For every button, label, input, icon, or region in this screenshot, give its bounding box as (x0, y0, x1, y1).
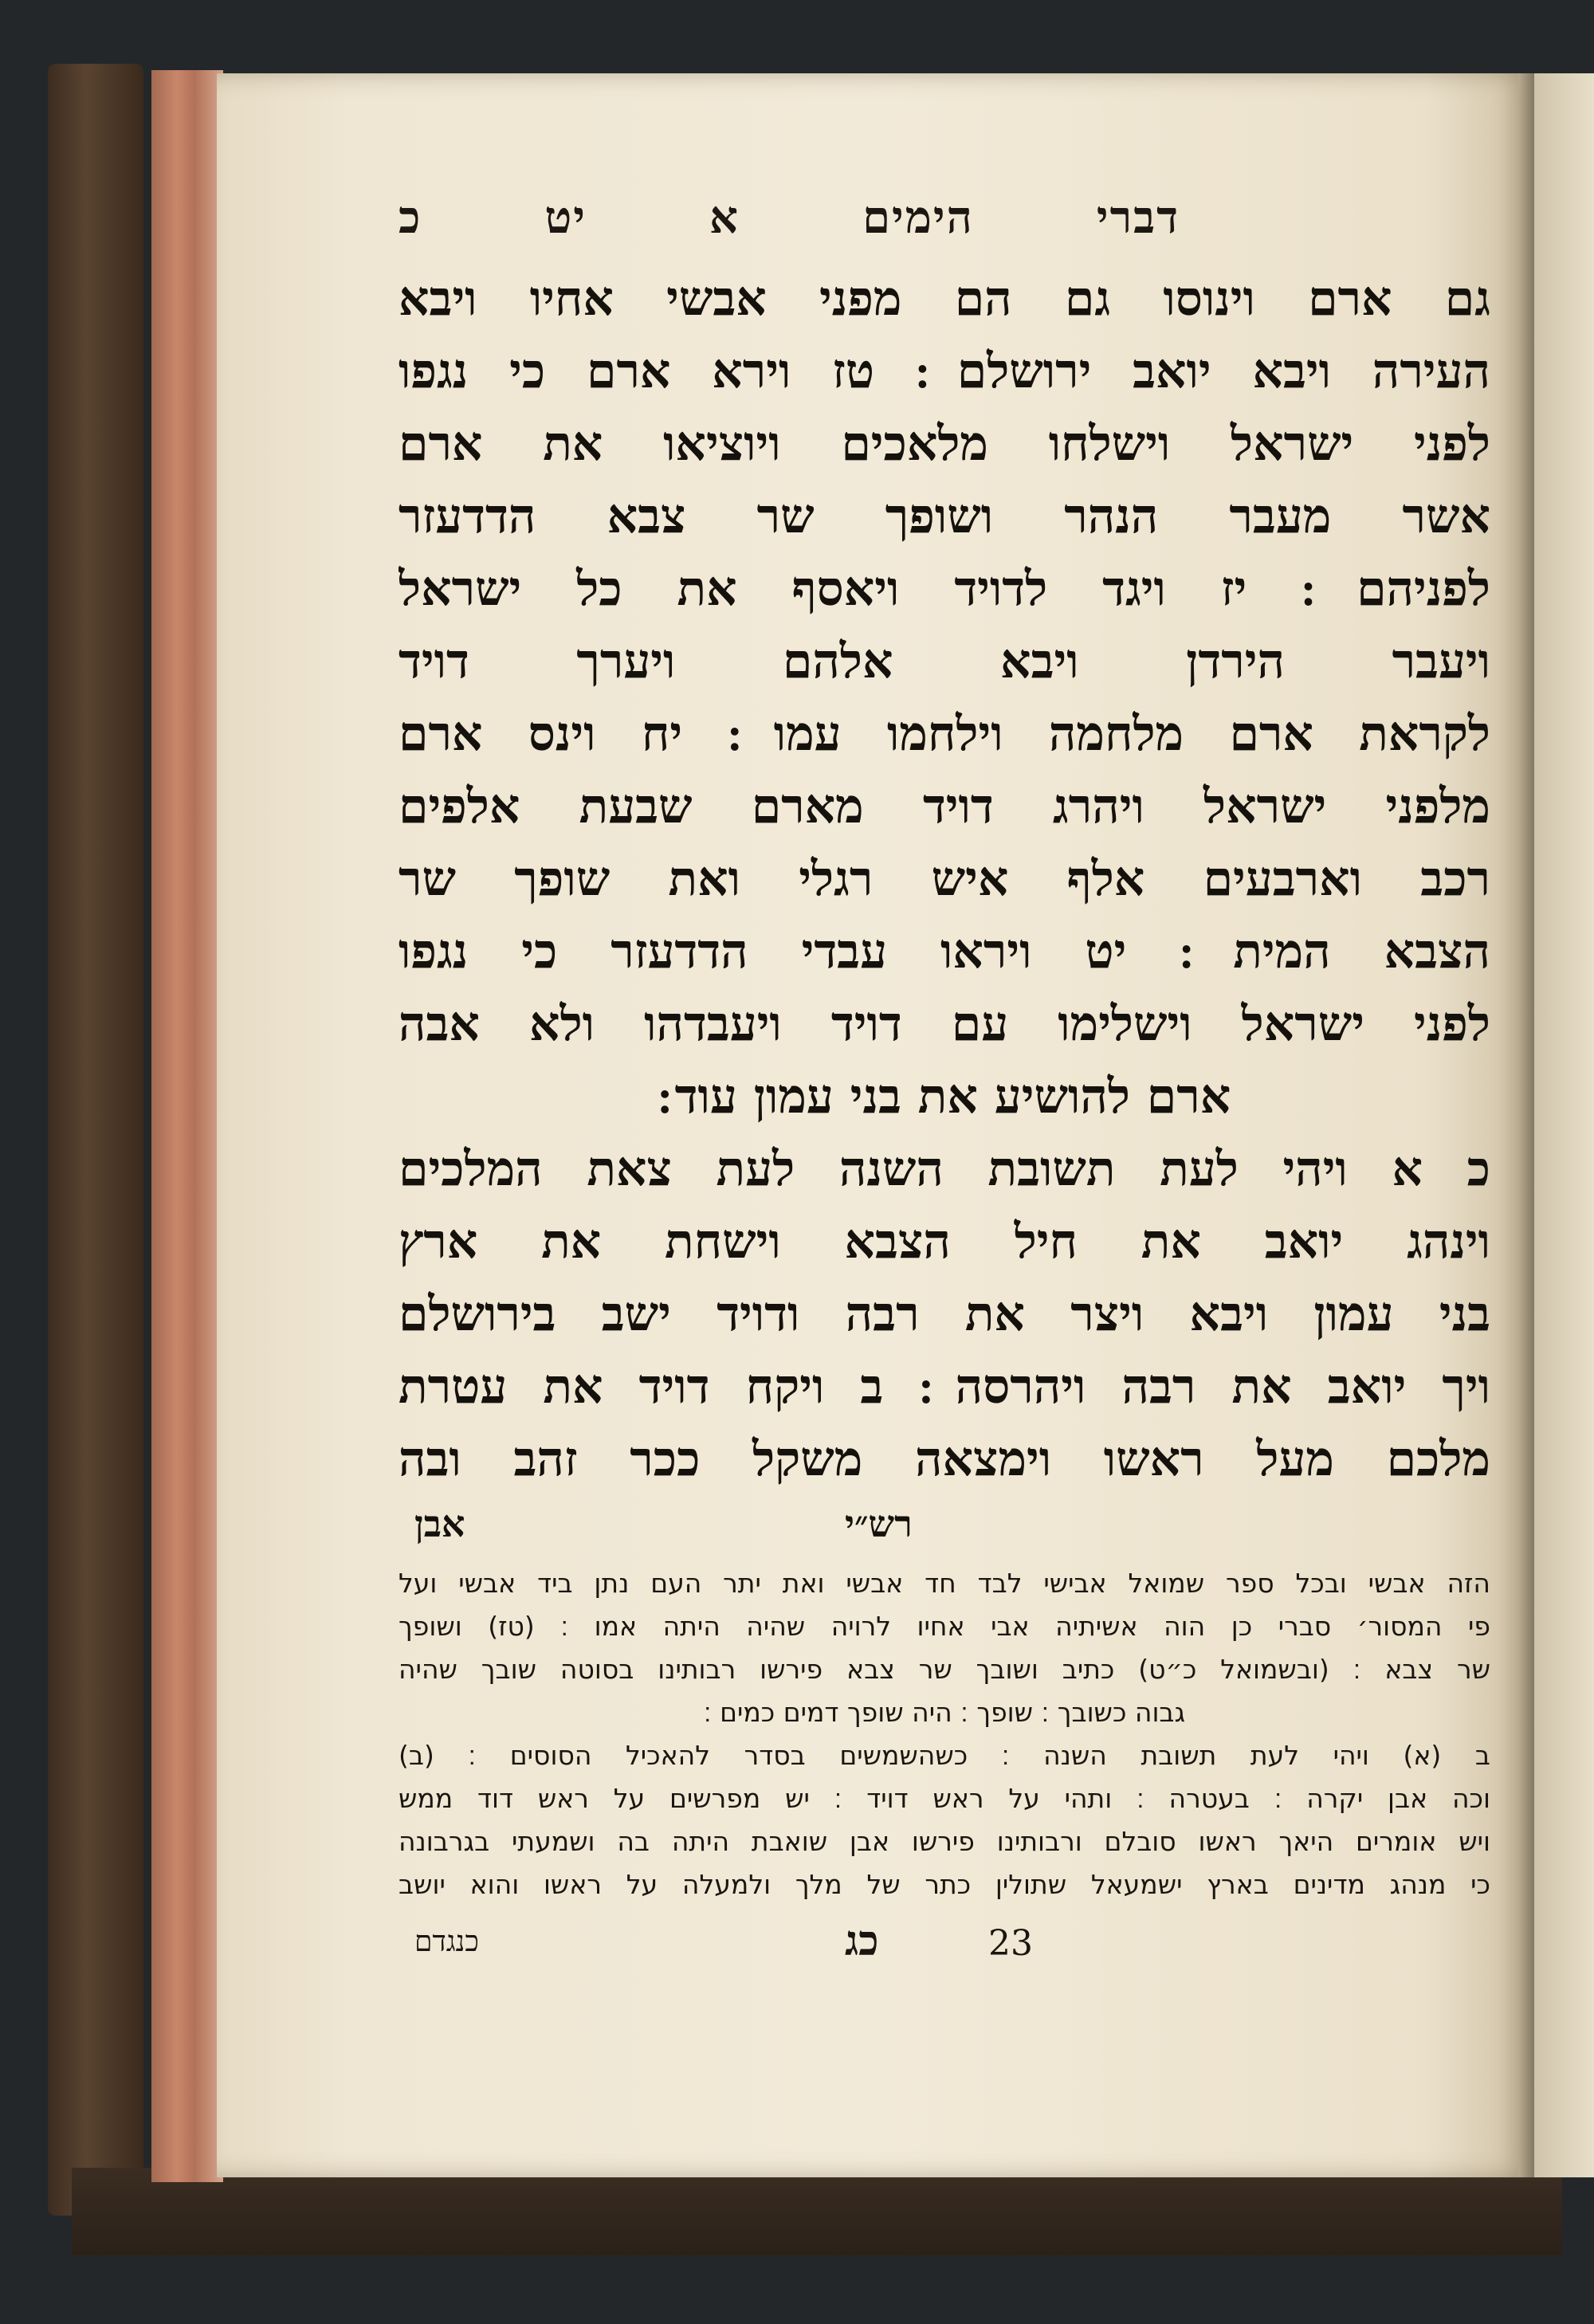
page-edges (151, 70, 223, 2182)
text-line: אשר מעבר הנהר ושופך שר צבא הדדעזר (398, 489, 1490, 544)
page-number: 23 (988, 1923, 1033, 1964)
commentary-line: שר צבא ׃ (ובשמואל כ״ט) כתיב ושובך שר צבא פירשו רבותינו בסוטה שובך שהיה (398, 1654, 1490, 1685)
text-line: גם ארם וינוסו גם הם מפני אבשי אחיו ויבא (398, 271, 1490, 327)
text-line: הצבא המית ׃ יט ויראו עבדי הדדעזר כי נגפו (398, 924, 1490, 979)
text-line: לפני ישראל וישלחו מלאכים ויוציאו את ארם (398, 416, 1490, 472)
main-text (398, 263, 1490, 1496)
commentary (398, 1562, 1490, 1906)
text-line: ויך יואב את רבה ויהרסה ׃ ב ויקח דויד את עטרת (398, 1359, 1490, 1415)
text-line: מלפני ישראל ויהרג דויד מארם שבעת אלפים (398, 779, 1490, 834)
text-line: מלכם מעל ראשו וימצאה משקל ככר זהב ובה (398, 1431, 1490, 1487)
catchword-left: אבן (414, 1502, 465, 1545)
text-line: העירה ויבא יואב ירושלם ׃ טז וירא ארם כי נגפו (398, 343, 1490, 399)
rashi-label: רש״י (845, 1502, 913, 1545)
text-line: כ א ויהי לעת תשובת השנה לעת צאת המלכים (398, 1141, 1490, 1197)
footer-catchword: כנגדם (414, 1926, 479, 1958)
book-cover-spine (48, 64, 143, 2216)
gutter (1518, 73, 1536, 2177)
commentary-line: כי מנהג מדינים בארץ ישמעאל שתולין כתר של מלך ולמעלה על ראשו והוא יושב (398, 1869, 1490, 1900)
commentary-line: הזה אבשי ובכל ספר שמואל אבישי לבד חד אבשי ואת יתר העם נתן ביד אבשי ועל (398, 1568, 1490, 1599)
commentary-line: גבוה כשובך ׃ שופך ׃ היה שופך דמים כמים ׃ (703, 1697, 1186, 1728)
text-line: לפני ישראל וישלימו עם דויד ויעבדהו ולא אבה (398, 996, 1490, 1052)
book-cover-bottom (72, 2168, 1562, 2255)
running-header: דברי הימים א יט כ (398, 191, 1180, 244)
text-line: בני עמון ויבא ויצר את רבה ודויד ישב בירושלם (398, 1286, 1490, 1342)
text-line: ארם להושיע את בני עמון עוד ׃ (658, 1069, 1231, 1125)
facing-page (1534, 73, 1594, 2177)
text-line: רכב וארבעים אלף איש רגלי ואת שופך שר (398, 851, 1490, 907)
page-footer (398, 1917, 1490, 1973)
text-line: לקראת ארם מלחמה וילחמו עמו ׃ יח וינס ארם (398, 706, 1490, 762)
commentary-line: ב (א) ויהי לעת תשובת השנה ׃ כשהשמשים בסדר להאכיל הסוסים ׃ (ב) (398, 1740, 1490, 1771)
signature-mark: כג (845, 1917, 879, 1965)
commentary-heading (398, 1502, 1490, 1550)
commentary-line: פי המסור׳ סברי כן הוה אשיתיה אבי אחיו לרויה שהיה היתה אמו ׃ (טז) ושופך (398, 1611, 1490, 1642)
text-line: וינהג יואב את חיל הצבא וישחת את ארץ (398, 1214, 1490, 1270)
commentary-line: וכה אבן יקרה ׃ בעטרה ׃ ותהי על ראש דויד ׃ יש מפרשים על ראש דוד ממש (398, 1783, 1490, 1814)
text-line: ויעבר הירדן ויבא אלהם ויערך דויד (398, 634, 1490, 689)
commentary-line: ויש אומרים היאך ראשו סובלם ורבותינו פירשו אבן שואבת היתה בה ושמעתי בגרבונה (398, 1826, 1490, 1857)
text-line: לפניהם ׃ יז ויגד לדויד ויאסף את כל ישראל (398, 561, 1490, 617)
